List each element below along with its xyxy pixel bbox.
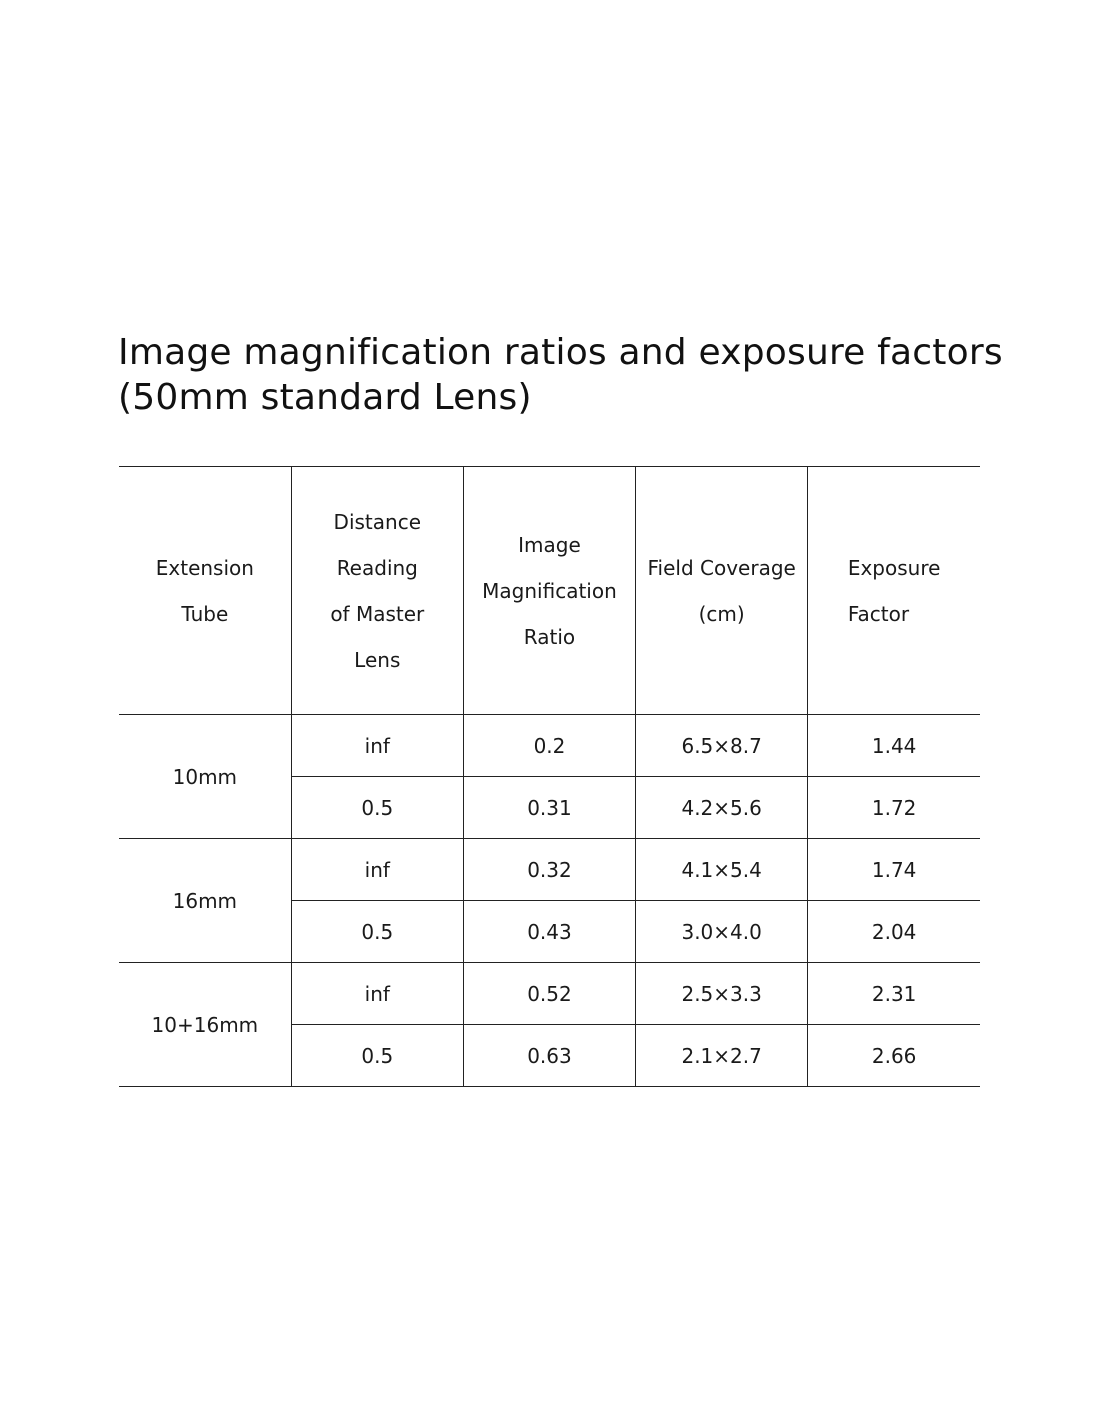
cell-factor: 2.31 <box>808 963 980 1025</box>
cell-distance: 0.5 <box>291 1025 463 1087</box>
cell-extension-tube: 16mm <box>172 888 238 913</box>
page-title-line-1: Image magnification ratios and exposure factors <box>118 332 1003 373</box>
header-exposure-factor: Exposure Factor <box>808 467 980 715</box>
cell-coverage: 2.5×3.3 <box>636 963 808 1025</box>
cell-distance: 0.5 <box>291 901 463 963</box>
cell-coverage: 4.2×5.6 <box>636 777 808 839</box>
cell-factor: 2.66 <box>808 1025 980 1087</box>
cell-factor: 1.72 <box>808 777 980 839</box>
cell-distance: inf <box>291 715 463 777</box>
page-title <box>118 330 1018 420</box>
cell-extension-tube: 10+16mm <box>151 1012 259 1037</box>
header-distance-reading: Distance Reading of Master Lens <box>291 467 463 715</box>
cell-ratio: 0.43 <box>463 901 635 963</box>
cell-ratio: 0.2 <box>463 715 635 777</box>
magnification-table <box>119 466 980 1087</box>
table-header-row <box>119 467 980 715</box>
table-row <box>119 963 980 1025</box>
cell-ratio: 0.32 <box>463 839 635 901</box>
cell-factor: 1.44 <box>808 715 980 777</box>
cell-factor: 1.74 <box>808 839 980 901</box>
cell-ratio: 0.63 <box>463 1025 635 1087</box>
cell-distance: inf <box>291 963 463 1025</box>
table-row <box>119 715 980 777</box>
cell-ratio: 0.31 <box>463 777 635 839</box>
cell-ratio: 0.52 <box>463 963 635 1025</box>
cell-coverage: 3.0×4.0 <box>636 901 808 963</box>
cell-extension-tube: 10mm <box>172 764 238 789</box>
cell-coverage: 6.5×8.7 <box>636 715 808 777</box>
cell-factor: 2.04 <box>808 901 980 963</box>
cell-coverage: 4.1×5.4 <box>636 839 808 901</box>
header-extension-tube: Extension Tube <box>155 555 254 626</box>
header-field-coverage: Field Coverage (cm) <box>636 467 808 715</box>
header-magnification-ratio: Image Magnification Ratio <box>463 467 635 715</box>
cell-distance: 0.5 <box>291 777 463 839</box>
cell-coverage: 2.1×2.7 <box>636 1025 808 1087</box>
cell-distance: inf <box>291 839 463 901</box>
page-title-line-2: (50mm standard Lens) <box>118 377 532 418</box>
table-row <box>119 839 980 901</box>
